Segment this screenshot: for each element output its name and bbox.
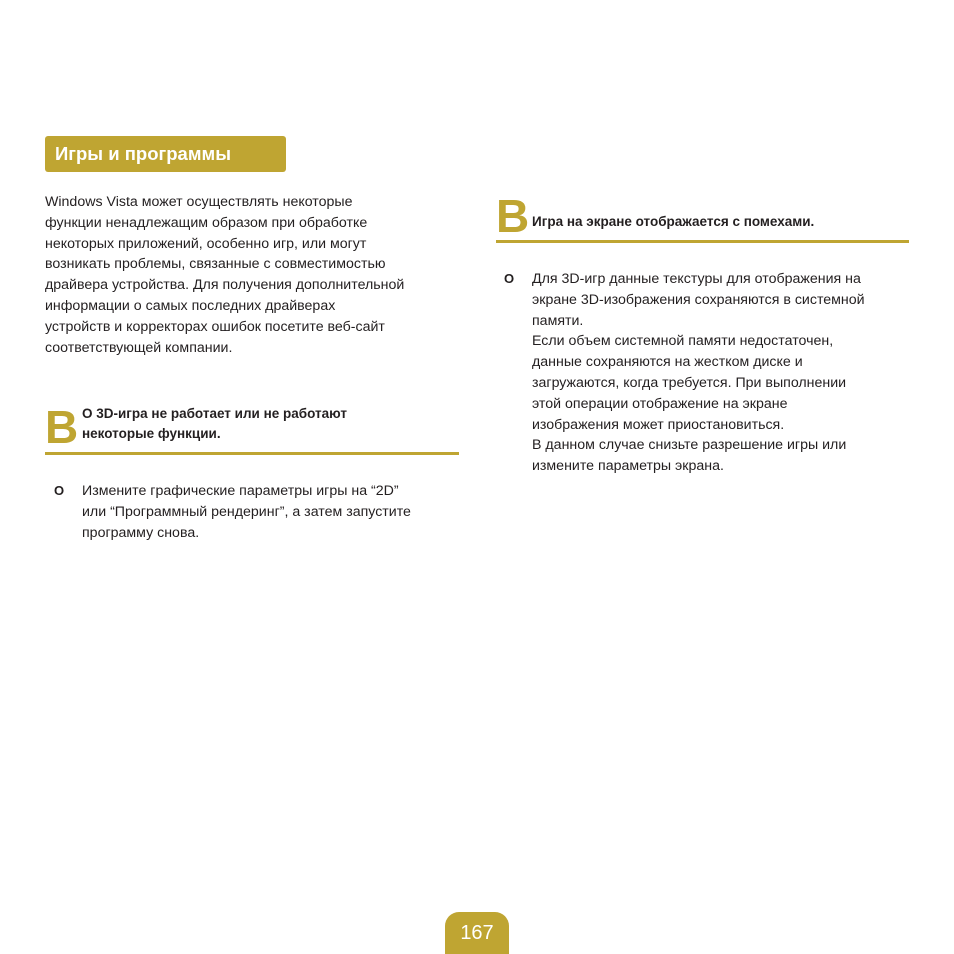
answer-line: загружаются, когда требуется. При выполнении <box>532 374 847 391</box>
intro-line: некоторых приложений, особенно игр, или могут <box>45 235 367 252</box>
intro-paragraph <box>45 192 465 358</box>
answer-line: Если объем системной памяти недостаточен, <box>532 333 834 350</box>
question-letter: В <box>496 190 530 242</box>
answer-line: Измените графические параметры игры на “2D” <box>82 483 399 499</box>
answer-line: программу снова. <box>82 524 200 541</box>
bullet-marker: O <box>54 483 65 498</box>
question-letter: В <box>45 401 79 453</box>
answer-line: или “Программный рендеринг”, а затем запустите <box>82 503 411 520</box>
answer-line: В данном случае снизьте разрешение игры или <box>532 437 847 454</box>
answer-line: изображения может приостановиться. <box>532 416 785 433</box>
answer-line: экране 3D-изображения сохраняются в системной <box>532 291 865 308</box>
question-line: некоторые функции. <box>82 426 221 441</box>
section-title: Игры и программы <box>45 136 286 172</box>
answer-line: измените параметры экрана. <box>532 458 724 475</box>
question-text <box>532 212 814 232</box>
intro-line: функции ненадлежащим образом при обработке <box>45 214 368 231</box>
answer-text-1 <box>82 481 411 543</box>
intro-line: информации о самых последних драйверах <box>45 297 336 314</box>
bullet-marker: O <box>504 271 515 286</box>
answer-text-2 <box>532 269 865 477</box>
question-line: О 3D-игра не работает или не работают <box>82 406 347 421</box>
intro-line: Windows Vista может осуществлять некоторые <box>45 194 353 210</box>
intro-line: устройств и корректорах ошибок посетите веб-сайт <box>45 318 385 335</box>
answer-line: памяти. <box>532 312 584 329</box>
intro-line: соответствующей компании. <box>45 339 233 356</box>
answer-line: данные сохраняются на жестком диске и <box>532 354 803 371</box>
answer-line: этой операции отображение на экране <box>532 395 788 412</box>
question-block-1 <box>45 403 459 455</box>
page-number: 167 <box>445 912 509 954</box>
answer-line: Для 3D-игр данные текстуры для отображения на <box>532 271 861 287</box>
intro-line: возникать проблемы, связанные с совместимостью <box>45 256 386 273</box>
intro-line: драйвера устройства. Для получения дополнительной <box>45 277 405 294</box>
question-block-2 <box>496 190 909 243</box>
question-line: Игра на экране отображается с помехами. <box>532 214 815 229</box>
question-text <box>82 404 347 444</box>
